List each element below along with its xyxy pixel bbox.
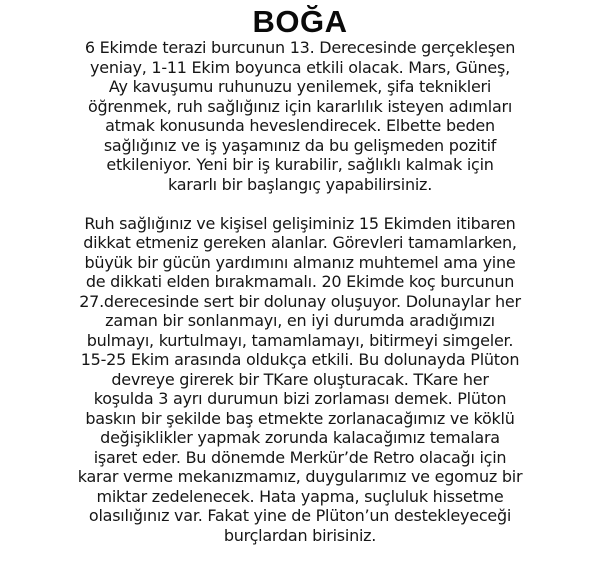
text-line: değişiklikler yapmak zorunda kalacağımız temalara <box>100 428 500 447</box>
text-line: zaman bir sonlanmayı, en iyi durumda aradığımızı <box>105 311 495 330</box>
text-line: Ay kavuşumu ruhunuzu yenilemek, şifa teknikleri <box>108 77 492 96</box>
text-line: koşulda 3 ayrı durumun bizi zorlaması demek. Plüton <box>93 389 507 408</box>
text-line: karar verme mekanızmamız, duygularımız ve egomuz bir <box>77 467 523 486</box>
text-line: miktar zedelenecek. Hata yapma, suçluluk hissetme <box>96 486 504 506</box>
paragraph-spacer <box>10 194 590 214</box>
text-line: kararlı bir başlangıç yapabilirsiniz. <box>167 174 433 194</box>
text-line: 15-25 Ekim arasında oldukça etkili. Bu dolunayda Plüton <box>80 350 520 369</box>
text-line: olasılığınız var. Fakat yine de Plüton’un destekleyeceği <box>88 506 512 525</box>
text-line: büyük bir gücün yardımını almanız muhtemel ama yine <box>84 252 516 272</box>
text-line: devreye girerek bir TKare oluşturacak. TKare her <box>111 369 489 389</box>
text-line: yeniay, 1-11 Ekim boyunca etkili olacak. Mars, Güneş, <box>90 57 510 77</box>
text-line: 6 Ekimde terazi burcunun 13. Derecesinde gerçekleşen <box>84 38 516 57</box>
text-line: etkileniyor. Yeni bir iş kurabilir, sağlıklı kalmak için <box>106 155 494 174</box>
paragraph-1 <box>10 38 590 194</box>
text-line: atmak konusunda heveslendirecek. Elbette beden <box>105 116 495 135</box>
text-line: işaret eder. Bu dönemde Merkür’de Retro olacağı için <box>93 447 507 467</box>
paragraph-2 <box>10 214 590 546</box>
text-line: Ruh sağlığınız ve kişisel gelişiminiz 15 Ekimden itibaren <box>84 213 516 233</box>
text-line: burçlardan birisiniz. <box>223 525 377 545</box>
text-line: sağlığınız ve iş yaşamınız da bu gelişmeden pozitif <box>103 135 497 155</box>
page-title: BOĞA <box>252 4 348 39</box>
text-line: dikkat etmeniz gereken alanlar. Görevleri tamamlarken, <box>83 233 517 252</box>
text-line: öğrenmek, ruh sağlığınız için kararlılık isteyen adımları <box>87 96 513 116</box>
text-line: bulmayı, kurtulmayı, tamamlamayı, bitirmeyi simgeler. <box>86 330 514 350</box>
text-line: baskın bir şekilde baş etmekte zorlanacağımız ve köklü <box>85 408 515 428</box>
text-line: de dikkati elden bırakmamalı. 20 Ekimde koç burcunun <box>85 272 515 291</box>
text-line: 27.derecesinde sert bir dolunay oluşuyor. Dolunaylar her <box>79 291 521 311</box>
